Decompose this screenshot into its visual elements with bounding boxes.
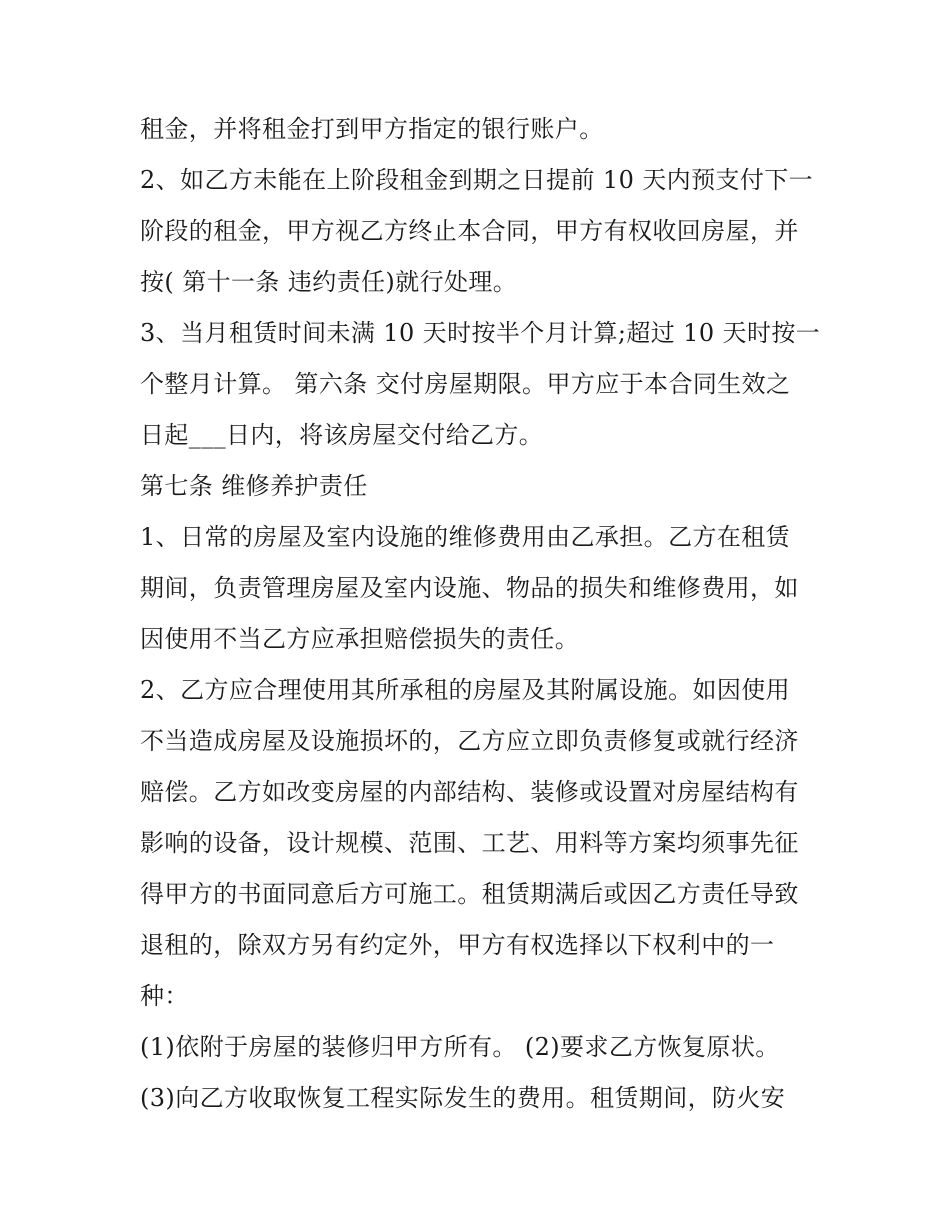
text-line: (1)依附于房屋的装修归甲方所有。 (2)要求乙方恢复原状。 [140,1033,780,1061]
text-line: (3)向乙方收取恢复工程实际发生的费用。租赁期间，防火安 [140,1084,786,1112]
text-line: 期间，负责管理房屋及室内设施、物品的损失和维修费用，如 [140,574,799,602]
text-line: 不当造成房屋及设施损坏的，乙方应立即负责修复或就行经济 [140,727,799,755]
text-line: 租金，并将租金打到甲方指定的银行账户。 [140,115,604,143]
text-line: 3、当月租赁时间未满 10 天时按半个月计算;超过 10 天时按一 [140,319,821,347]
text-line: 个整月计算。 第六条 交付房屋期限。甲方应于本合同生效之 [140,370,791,398]
section-heading: 第七条 维修养护责任 [140,472,368,500]
text-line: 赔偿。乙方如改变房屋的内部结构、装修或设置对房屋结构有 [140,778,799,806]
text-line: 退租的，除双方另有约定外，甲方有权选择以下权利中的一 [140,931,775,959]
text-line: 1、日常的房屋及室内设施的维修费用由乙承担。乙方在租赁 [140,523,791,551]
document-body [140,104,820,1124]
text-line: 2、如乙方未能在上阶段租金到期之日提前 10 天内预支付下一 [140,166,814,194]
text-line: 因使用不当乙方应承担赔偿损失的责任。 [140,625,580,653]
text-line: 种： [140,982,189,1010]
text-line: 影响的设备，设计规模、范围、工艺、用料等方案均须事先征 [140,829,799,857]
text-line: 阶段的租金，甲方视乙方终止本合同，甲方有权收回房屋，并 [140,217,799,245]
text-line: 2、乙方应合理使用其所承租的房屋及其附属设施。如因使用 [140,676,791,704]
text-line: 按( 第十一条 违约责任)就行处理。 [140,268,518,296]
text-line: 日起___日内，将该房屋交付给乙方。 [140,421,544,449]
text-line: 得甲方的书面同意后方可施工。租赁期满后或因乙方责任导致 [140,880,799,908]
